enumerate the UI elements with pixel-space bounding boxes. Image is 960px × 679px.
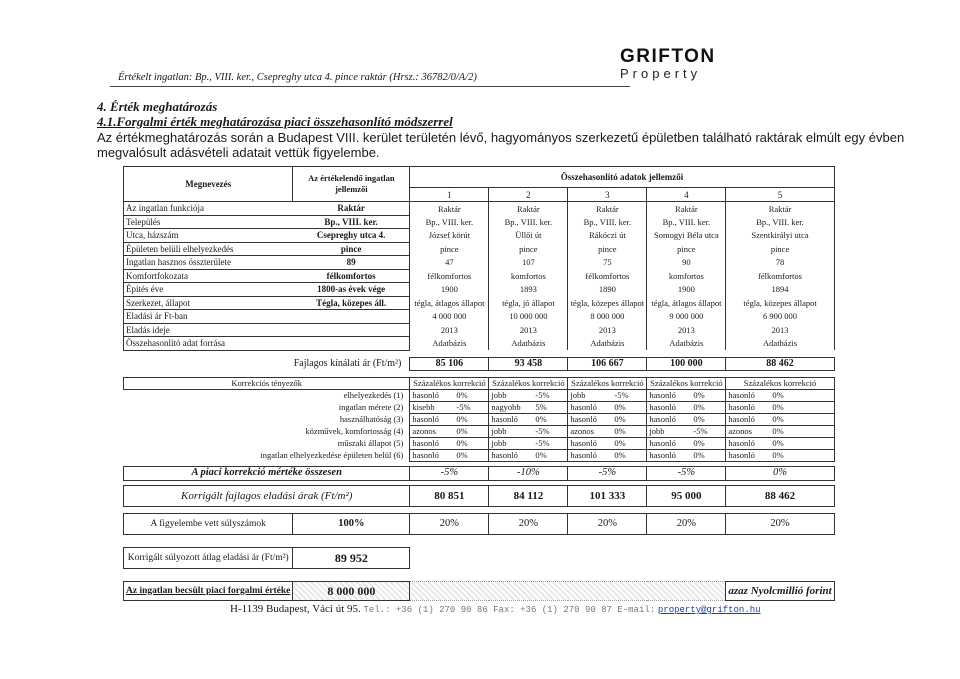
report-subject: Értékelt ingatlan: Bp., VIII. ker., Csepreghy utca 4. pince raktár (Hrsz.: 36782/0/A/2): [118, 72, 477, 83]
correction-cell: [568, 414, 647, 426]
comparable-value: 2013: [410, 323, 489, 337]
corrections-header: Százalékos korrekció: [489, 378, 568, 390]
corrected-price-label: Korrigált fajlagos eladási árak (Ft/m²): [124, 485, 410, 506]
weight-value: 20%: [410, 513, 489, 534]
comparable-value: pince: [647, 242, 726, 256]
correction-percent: 0%: [772, 390, 784, 400]
attribute-row: [124, 269, 835, 283]
correction-cell: [489, 414, 568, 426]
weights-label: A figyelembe vett súlyszámok: [124, 513, 293, 534]
comparable-value: 8 000 000: [568, 310, 647, 324]
correction-comparison: hasonló: [570, 414, 597, 424]
correction-cell: [410, 426, 489, 438]
attribute-label: Utca, házszám: [124, 229, 293, 243]
comparable-value: Adatbázis: [647, 337, 726, 351]
correction-comparison: jobb: [491, 390, 507, 400]
comparable-value: pince: [410, 242, 489, 256]
comparable-value: 1893: [489, 283, 568, 297]
corrections-header: Százalékos korrekció: [647, 378, 726, 390]
comparable-number: 5: [726, 188, 834, 202]
unit-price-value: 100 000: [647, 357, 726, 371]
comparable-number: 2: [489, 188, 568, 202]
weight-value: 20%: [726, 513, 834, 534]
correction-cell: [726, 438, 834, 450]
comparable-number: 4: [647, 188, 726, 202]
footer-address: H-1139 Budapest, Váci út 95.: [230, 603, 361, 615]
correction-comparison: hasonló: [728, 450, 755, 460]
correction-comparison: hasonló: [412, 438, 439, 448]
correction-comparison: jobb: [570, 390, 586, 400]
correction-row: [124, 450, 835, 462]
corrections-header: Százalékos korrekció: [410, 378, 489, 390]
unit-price-value: 88 462: [726, 357, 834, 371]
column-title-comparables: Összehasonlító adatok jellemzői: [410, 167, 834, 188]
correction-comparison: azonos: [412, 426, 436, 436]
correction-cell: [726, 426, 834, 438]
footer: [230, 603, 761, 615]
own-property-value: [293, 323, 410, 337]
weight-value: 20%: [489, 513, 568, 534]
correction-percent: 0%: [456, 450, 468, 460]
attribute-row: [124, 215, 835, 229]
own-property-value: [293, 310, 410, 324]
correction-cell: [410, 438, 489, 450]
header-divider: [110, 86, 630, 87]
correction-comparison: hasonló: [649, 402, 676, 412]
correction-comparison: hasonló: [728, 414, 755, 424]
correction-cell: [410, 414, 489, 426]
column-title-megnevezes: Megnevezés: [124, 167, 293, 202]
correction-comparison: kisebb: [412, 402, 435, 412]
correction-percent: -5%: [535, 426, 550, 436]
comparable-value: 4 000 000: [410, 310, 489, 324]
correction-label: műszaki állapot (5): [337, 438, 404, 448]
correction-percent: 0%: [772, 402, 784, 412]
attribute-label: Eladás ideje: [124, 323, 293, 337]
comparable-value: 75: [568, 256, 647, 270]
correction-comparison: hasonló: [728, 402, 755, 412]
correction-cell: [568, 426, 647, 438]
own-property-value: 1800-as évek vége: [293, 283, 410, 297]
correction-cell: [489, 402, 568, 414]
comparable-value: pince: [489, 242, 568, 256]
comparable-value: 107: [489, 256, 568, 270]
market-value-label: Az ingatlan becsült piaci forgalmi értéke: [124, 581, 293, 600]
attribute-row: [124, 242, 835, 256]
own-property-value: [293, 337, 410, 351]
correction-percent: 0%: [693, 414, 705, 424]
comparable-value: 1900: [410, 283, 489, 297]
corrected-price: 101 333: [568, 485, 647, 506]
correction-cell: [489, 426, 568, 438]
footer-email-link[interactable]: property@grifton.hu: [657, 605, 761, 615]
attribute-label: Eladási ár Ft-ban: [124, 310, 293, 324]
correction-percent: -5%: [614, 390, 629, 400]
comparable-value: Somogyi Béla utca: [647, 229, 726, 243]
comparable-value: félkomfortos: [568, 269, 647, 283]
correction-percent: 0%: [456, 438, 468, 448]
correction-percent: 0%: [614, 450, 626, 460]
comparable-value: 1900: [647, 283, 726, 297]
correction-cell: [647, 402, 726, 414]
correction-comparison: nagyobb: [491, 402, 521, 412]
correction-percent: 0%: [614, 438, 626, 448]
correction-percent: 0%: [614, 414, 626, 424]
correction-cell: [410, 402, 489, 414]
comparable-value: komfortos: [647, 269, 726, 283]
correction-row: [124, 438, 835, 450]
correction-sum: -10%: [489, 467, 568, 481]
attribute-row: [124, 229, 835, 243]
correction-percent: -5%: [535, 438, 550, 448]
market-value-words: azaz Nyolcmillió forint: [726, 581, 834, 600]
correction-cell: [726, 414, 834, 426]
correction-cell: [726, 390, 834, 402]
weights-own: 100%: [293, 513, 410, 534]
comparable-value: 47: [410, 256, 489, 270]
attribute-row: [124, 337, 835, 351]
comparable-value: 2013: [568, 323, 647, 337]
correction-comparison: hasonló: [570, 402, 597, 412]
correction-comparison: jobb: [649, 426, 665, 436]
comparable-value: Bp., VIII. ker.: [489, 215, 568, 229]
intro-line-1: Az értékmeghatározás során a Budapest VIII. kerület területén lévő, hagyományos szerkezetű épületben található raktárak elmúlt egy évben: [97, 130, 905, 145]
comparable-value: 10 000 000: [489, 310, 568, 324]
correction-cell: [568, 438, 647, 450]
comparable-value: 1890: [568, 283, 647, 297]
correction-percent: 0%: [772, 426, 784, 436]
corrected-price: 80 851: [410, 485, 489, 506]
average-price-value: 89 952: [293, 547, 410, 568]
attribute-label: Épületen belüli elhelyezkedés: [124, 242, 293, 256]
comparable-value: Raktár: [489, 202, 568, 216]
comparable-value: József körút: [410, 229, 489, 243]
correction-comparison: hasonló: [728, 438, 755, 448]
company-logo-subtitle: Property: [620, 66, 702, 81]
correction-label: elhelyezkedés (1): [343, 390, 404, 401]
attribute-label: Szerkezet, állapot: [124, 296, 293, 310]
comparable-value: Adatbázis: [489, 337, 568, 351]
correction-cell: [647, 426, 726, 438]
correction-comparison: hasonló: [649, 450, 676, 460]
correction-row: [124, 426, 835, 438]
correction-sum-label: A piaci korrekció mértéke összesen: [124, 467, 410, 481]
correction-cell: [489, 438, 568, 450]
correction-cell: [568, 390, 647, 402]
correction-cell: [726, 450, 834, 462]
attribute-row: [124, 283, 835, 297]
corrections-header: Százalékos korrekció: [568, 378, 647, 390]
comparable-number: 3: [568, 188, 647, 202]
comparable-value: Üllői út: [489, 229, 568, 243]
correction-cell: [726, 402, 834, 414]
comparable-value: Adatbázis: [568, 337, 647, 351]
correction-percent: 0%: [772, 414, 784, 424]
correction-row: [124, 402, 835, 414]
own-property-value: pince: [293, 242, 410, 256]
intro-line-2: megvalósult adásvételi adatait vettük figyelembe.: [97, 145, 380, 160]
corrected-price: 84 112: [489, 485, 568, 506]
comparable-value: 9 000 000: [647, 310, 726, 324]
footer-contacts: Tel.: +36 (1) 270 90 86 Fax: +36 (1) 270 90 87 E-mail:: [363, 605, 656, 615]
correction-comparison: hasonló: [491, 414, 518, 424]
comparable-number: 1: [410, 188, 489, 202]
correction-percent: 0%: [535, 450, 547, 460]
unit-price-value: 93 458: [489, 357, 568, 371]
corrections-header: Százalékos korrekció: [726, 378, 834, 390]
correction-row: [124, 390, 835, 402]
correction-percent: 0%: [535, 414, 547, 424]
correction-percent: -5%: [456, 402, 471, 412]
comparison-table: [123, 166, 835, 601]
correction-comparison: hasonló: [649, 438, 676, 448]
weight-value: 20%: [647, 513, 726, 534]
correction-percent: 0%: [614, 426, 626, 436]
attribute-label: Település: [124, 215, 293, 229]
comparable-value: Adatbázis: [726, 337, 834, 351]
corrected-price: 95 000: [647, 485, 726, 506]
comparable-value: pince: [726, 242, 834, 256]
correction-percent: 5%: [535, 402, 547, 412]
comparable-value: tégla, közepes állapot: [726, 296, 834, 310]
correction-sum: 0%: [726, 467, 834, 481]
attribute-label: Építés éve: [124, 283, 293, 297]
comparable-value: pince: [568, 242, 647, 256]
correction-cell: [568, 402, 647, 414]
correction-percent: 0%: [693, 390, 705, 400]
intro-paragraph: [97, 130, 905, 160]
own-property-value: 89: [293, 256, 410, 270]
comparable-value: komfortos: [489, 269, 568, 283]
correction-cell: [568, 450, 647, 462]
attribute-label: Az ingatlan funkciója: [124, 202, 293, 216]
correction-comparison: hasonló: [491, 450, 518, 460]
average-price-label: Korrigált súlyozott átlag eladási ár (Ft/m²): [124, 547, 293, 568]
market-value: 8 000 000: [293, 581, 410, 600]
correction-percent: 0%: [456, 414, 468, 424]
correction-cell: [647, 414, 726, 426]
comparable-value: 2013: [647, 323, 726, 337]
correction-row: [124, 414, 835, 426]
correction-comparison: azonos: [728, 426, 752, 436]
comparable-value: Raktár: [410, 202, 489, 216]
attribute-row: [124, 310, 835, 324]
unit-price-label: Fajlagos kínálati ár (Ft/m²): [293, 357, 402, 369]
unit-price-value: 85 106: [410, 357, 489, 371]
attribute-row: [124, 296, 835, 310]
correction-comparison: hasonló: [412, 390, 439, 400]
section-subtitle: 4.1.Forgalmi érték meghatározása piaci összehasonlító módszerrel: [97, 114, 453, 129]
correction-comparison: jobb: [491, 438, 507, 448]
comparable-value: 90: [647, 256, 726, 270]
correction-comparison: hasonló: [649, 414, 676, 424]
correction-comparison: azonos: [570, 426, 594, 436]
correction-percent: 0%: [772, 438, 784, 448]
column-title-own: Az értékelendő ingatlan jellemzői: [293, 167, 410, 202]
correction-label: ingatlan elhelyezkedése épületen belül (6): [260, 450, 404, 460]
comparable-value: 78: [726, 256, 834, 270]
correction-cell: [647, 450, 726, 462]
weight-value: 20%: [568, 513, 647, 534]
correction-percent: -5%: [693, 426, 708, 436]
correction-percent: 0%: [693, 438, 705, 448]
comparable-value: tégla, átlagos állapot: [647, 296, 726, 310]
attribute-label: Komfortfokozata: [124, 269, 293, 283]
correction-percent: -5%: [535, 390, 550, 400]
correction-cell: [489, 390, 568, 402]
attribute-label: Összehasonlító adat forrása: [124, 337, 293, 351]
company-logo-name: GRIFTON: [620, 46, 716, 67]
correction-comparison: hasonló: [412, 414, 439, 424]
own-property-value: Raktár: [293, 202, 410, 216]
correction-comparison: hasonló: [728, 390, 755, 400]
comparable-value: Raktár: [726, 202, 834, 216]
comparable-value: tégla, közepes állapot: [568, 296, 647, 310]
correction-percent: 0%: [614, 402, 626, 412]
own-property-value: Csepreghy utca 4.: [293, 229, 410, 243]
section-title: 4. Érték meghatározás: [97, 99, 218, 114]
correction-label: közművek, komfortosság (4): [305, 426, 404, 436]
comparable-value: Rákóczi út: [568, 229, 647, 243]
comparable-value: 2013: [726, 323, 834, 337]
comparable-value: Bp., VIII. ker.: [410, 215, 489, 229]
own-property-value: Tégla, közepes áll.: [293, 296, 410, 310]
attribute-row: [124, 256, 835, 270]
correction-sum: -5%: [410, 467, 489, 481]
correction-percent: 0%: [693, 402, 705, 412]
comparable-value: Raktár: [647, 202, 726, 216]
attribute-label: Ingatlan hasznos összterülete: [124, 256, 293, 270]
corrections-title: Korrekciós tényezők: [124, 378, 410, 390]
attribute-row: [124, 202, 835, 216]
corrected-price: 88 462: [726, 485, 834, 506]
own-property-value: Bp., VIII. ker.: [293, 215, 410, 229]
correction-cell: [410, 450, 489, 462]
correction-comparison: hasonló: [649, 390, 676, 400]
correction-comparison: hasonló: [570, 438, 597, 448]
correction-comparison: jobb: [491, 426, 507, 436]
correction-percent: 0%: [772, 450, 784, 460]
comparable-value: 6 900 000: [726, 310, 834, 324]
unit-price-value: 106 667: [568, 357, 647, 371]
comparable-value: félkomfortos: [410, 269, 489, 283]
comparable-value: 1894: [726, 283, 834, 297]
attribute-row: [124, 323, 835, 337]
correction-label: ingatlan mérete (2): [338, 402, 404, 412]
correction-percent: 0%: [456, 426, 468, 436]
comparable-value: 2013: [489, 323, 568, 337]
comparable-value: Szentkirályi utca: [726, 229, 834, 243]
comparable-value: tégla, jó állapot: [489, 296, 568, 310]
correction-cell: [647, 390, 726, 402]
correction-label: használhatóság (3): [339, 414, 404, 424]
own-property-value: félkomfortos: [293, 269, 410, 283]
comparable-value: Adatbázis: [410, 337, 489, 351]
correction-cell: [647, 438, 726, 450]
comparable-value: Bp., VIII. ker.: [647, 215, 726, 229]
comparable-value: félkomfortos: [726, 269, 834, 283]
comparable-value: tégla, átlagos állapot: [410, 296, 489, 310]
correction-comparison: hasonló: [412, 450, 439, 460]
correction-sum: -5%: [647, 467, 726, 481]
comparable-value: Bp., VIII. ker.: [726, 215, 834, 229]
comparable-value: Bp., VIII. ker.: [568, 215, 647, 229]
correction-percent: 0%: [456, 390, 468, 400]
correction-sum: -5%: [568, 467, 647, 481]
correction-cell: [410, 390, 489, 402]
correction-percent: 0%: [693, 450, 705, 460]
correction-comparison: hasonló: [570, 450, 597, 460]
correction-cell: [489, 450, 568, 462]
comparable-value: Raktár: [568, 202, 647, 216]
